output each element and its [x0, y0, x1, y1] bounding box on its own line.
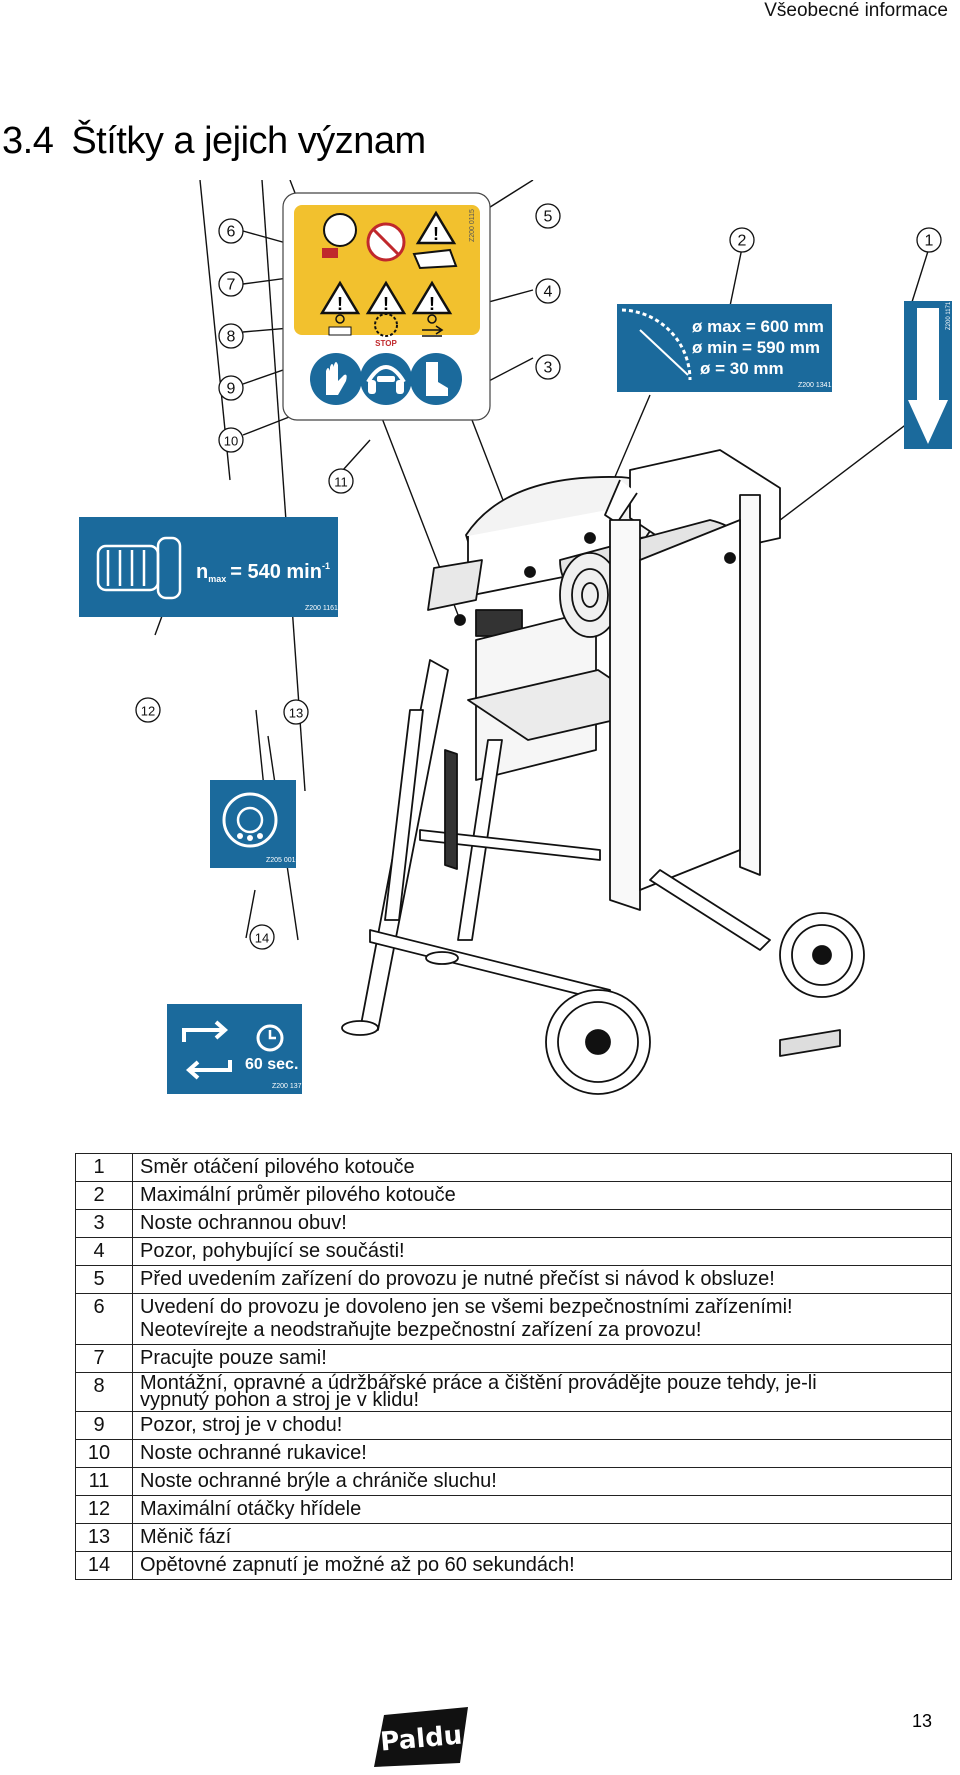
legend-row: [76, 1373, 952, 1412]
legend-number: 12: [76, 1496, 133, 1524]
legend-description: [133, 1440, 952, 1468]
legend-description: [133, 1496, 952, 1524]
svg-text:!: !: [337, 294, 343, 314]
legend-row: [76, 1524, 952, 1552]
svg-text:6: 6: [226, 223, 236, 241]
legend-number: 9: [76, 1412, 133, 1440]
svg-text:2: 2: [737, 232, 747, 250]
callout-13: [284, 700, 308, 724]
callout-14: [250, 925, 274, 949]
legend-line: Měnič fází: [140, 1526, 232, 1548]
legend-description: [133, 1345, 952, 1373]
legend-description: [133, 1524, 952, 1552]
svg-text:14: 14: [254, 930, 270, 946]
legend-row: [76, 1345, 952, 1373]
svg-text:nmax= 540 min-1: $n_{max} = 540$ $\min^{-1}$: [196, 561, 330, 584]
svg-text:11: 11: [334, 474, 348, 490]
svg-text:Z200 1372: Z200 1372: [272, 1083, 306, 1090]
legend-number: 6: [76, 1294, 133, 1345]
legend-line: Uvedení do provozu je dovoleno jen se všemi bezpečnostními zařízeními!: [140, 1296, 793, 1318]
legend-row: [76, 1412, 952, 1440]
svg-text:Z205 0010: Z205 0010: [266, 857, 300, 864]
page-number: 13: [911, 1711, 932, 1731]
legend-row: [76, 1496, 952, 1524]
legend-line: Noste ochranné brýle a chrániče sluchu!: [140, 1470, 497, 1492]
legend-row: [76, 1294, 952, 1345]
saw-bench-drawing: [342, 450, 864, 1094]
legend-table: [75, 1153, 952, 1580]
legend-number: 1: [76, 1154, 133, 1182]
blade-diameter-label: [617, 304, 832, 392]
legend-number: 5: [76, 1266, 133, 1294]
warning-label-panel: [283, 193, 490, 420]
legend-row: [76, 1238, 952, 1266]
legend-number: 11: [76, 1468, 133, 1496]
svg-text:3: 3: [543, 359, 553, 377]
legend-number: 13: [76, 1524, 133, 1552]
svg-text:ø = 30 mm: ø = 30 mm: [700, 359, 784, 378]
section-header: Všeobecné informace: [764, 0, 948, 21]
legend-line: Neotevírejte a neodstraňujte bezpečnostní zařízení za provozu!: [140, 1319, 702, 1341]
callout-9: [219, 376, 243, 400]
svg-text:9: 9: [226, 380, 236, 398]
legend-line: Noste ochrannou obuv!: [140, 1212, 347, 1234]
legend-line: Maximální průměr pilového kotouče: [140, 1184, 456, 1206]
legend-line: Montážní, opravné a údržbářské práce a čištění provádějte pouze tehdy, je-li: [140, 1372, 817, 1394]
svg-text:4: 4: [543, 283, 553, 301]
legend-description: [133, 1154, 952, 1182]
legend-number: 14: [76, 1552, 133, 1580]
callout-12: [136, 698, 160, 722]
svg-text:ø min = 590 mm: ø min = 590 mm: [692, 338, 821, 357]
legend-number: 7: [76, 1345, 133, 1373]
section-title-text: Štítky a jejich význam: [71, 120, 426, 162]
svg-text:1: 1: [924, 232, 934, 250]
svg-text:10: 10: [223, 433, 239, 449]
svg-text:13: 13: [288, 705, 304, 721]
legend-row: [76, 1440, 952, 1468]
legend-description: [133, 1238, 952, 1266]
legend-line: Noste ochranné rukavice!: [140, 1442, 367, 1464]
legend-number: 10: [76, 1440, 133, 1468]
legend-number: 8: [76, 1373, 133, 1412]
phase-changer-label: [210, 780, 300, 868]
svg-text:12: 12: [140, 703, 156, 719]
legend-row: [76, 1468, 952, 1496]
callout-8: [219, 324, 243, 348]
legend-row: [76, 1182, 952, 1210]
legend-line: Pozor, stroj je v chodu!: [140, 1414, 343, 1436]
legend-number: 3: [76, 1210, 133, 1238]
restart-delay-label: [167, 1004, 306, 1094]
legend-description: [133, 1294, 952, 1345]
svg-text:ø max = 600 mm: ø max = 600 mm: [692, 317, 824, 336]
callout-6: [219, 219, 243, 243]
callout-10: [219, 428, 243, 452]
svg-text:Paldu: Paldu: [379, 1720, 464, 1758]
legend-line: Pozor, pohybující se součásti!: [140, 1240, 405, 1262]
legend-description: [133, 1373, 952, 1412]
legend-row: [76, 1210, 952, 1238]
page-title: [2, 120, 426, 163]
shaft-speed-label: [79, 517, 338, 617]
legend-line: Před uvedením zařízení do provozu je nutné přečíst si návod k obsluze!: [140, 1268, 775, 1290]
svg-text:8: 8: [226, 328, 236, 346]
svg-text:!: !: [383, 294, 389, 314]
svg-text:!: !: [429, 294, 435, 314]
legend-description: [133, 1210, 952, 1238]
legend-description: [133, 1552, 952, 1580]
legend-description: [133, 1182, 952, 1210]
callout-7: [219, 272, 243, 296]
legend-description: [133, 1468, 952, 1496]
warning-triangle-icons: [322, 283, 450, 314]
hand-guard-icon: [324, 214, 356, 246]
callout-5: [536, 204, 560, 228]
machine-figure: [0, 180, 960, 1120]
legend-line: Maximální otáčky hřídele: [140, 1498, 362, 1520]
callout-1: [917, 228, 941, 252]
legend-number: 4: [76, 1238, 133, 1266]
legend-line: Opětovné zapnutí je možné až po 60 sekundách!: [140, 1554, 575, 1576]
svg-text:Z200 1341: Z200 1341: [798, 382, 832, 389]
brand-logo: [372, 1707, 470, 1767]
legend-description: [133, 1412, 952, 1440]
label-code: Z200 0115: [469, 209, 476, 242]
legend-line: Směr otáčení pilového kotouče: [140, 1156, 415, 1178]
svg-text:STOP: STOP: [375, 339, 397, 348]
legend-line: vypnutý pohon a stroj je v klidu!: [140, 1389, 420, 1411]
legend-line: Pracujte pouze sami!: [140, 1347, 327, 1369]
legend-row: [76, 1154, 952, 1182]
section-number: 3.4: [2, 120, 54, 162]
callout-2: [730, 228, 754, 252]
blade-direction-arrow-label: [904, 301, 952, 449]
svg-text:60 sec.: 60 sec.: [245, 1056, 299, 1073]
legend-description: [133, 1266, 952, 1294]
svg-text:7: 7: [226, 276, 236, 294]
svg-text:Z200 1161: Z200 1161: [305, 605, 338, 612]
legend-number: 2: [76, 1182, 133, 1210]
legend-row: [76, 1552, 952, 1580]
callout-3: [536, 355, 560, 379]
legend-row: [76, 1266, 952, 1294]
svg-text:Z200 1171: Z200 1171: [946, 301, 952, 330]
svg-text:5: 5: [543, 208, 553, 226]
callout-4: [536, 279, 560, 303]
svg-text:!: !: [433, 224, 439, 244]
callout-11: [329, 469, 353, 493]
